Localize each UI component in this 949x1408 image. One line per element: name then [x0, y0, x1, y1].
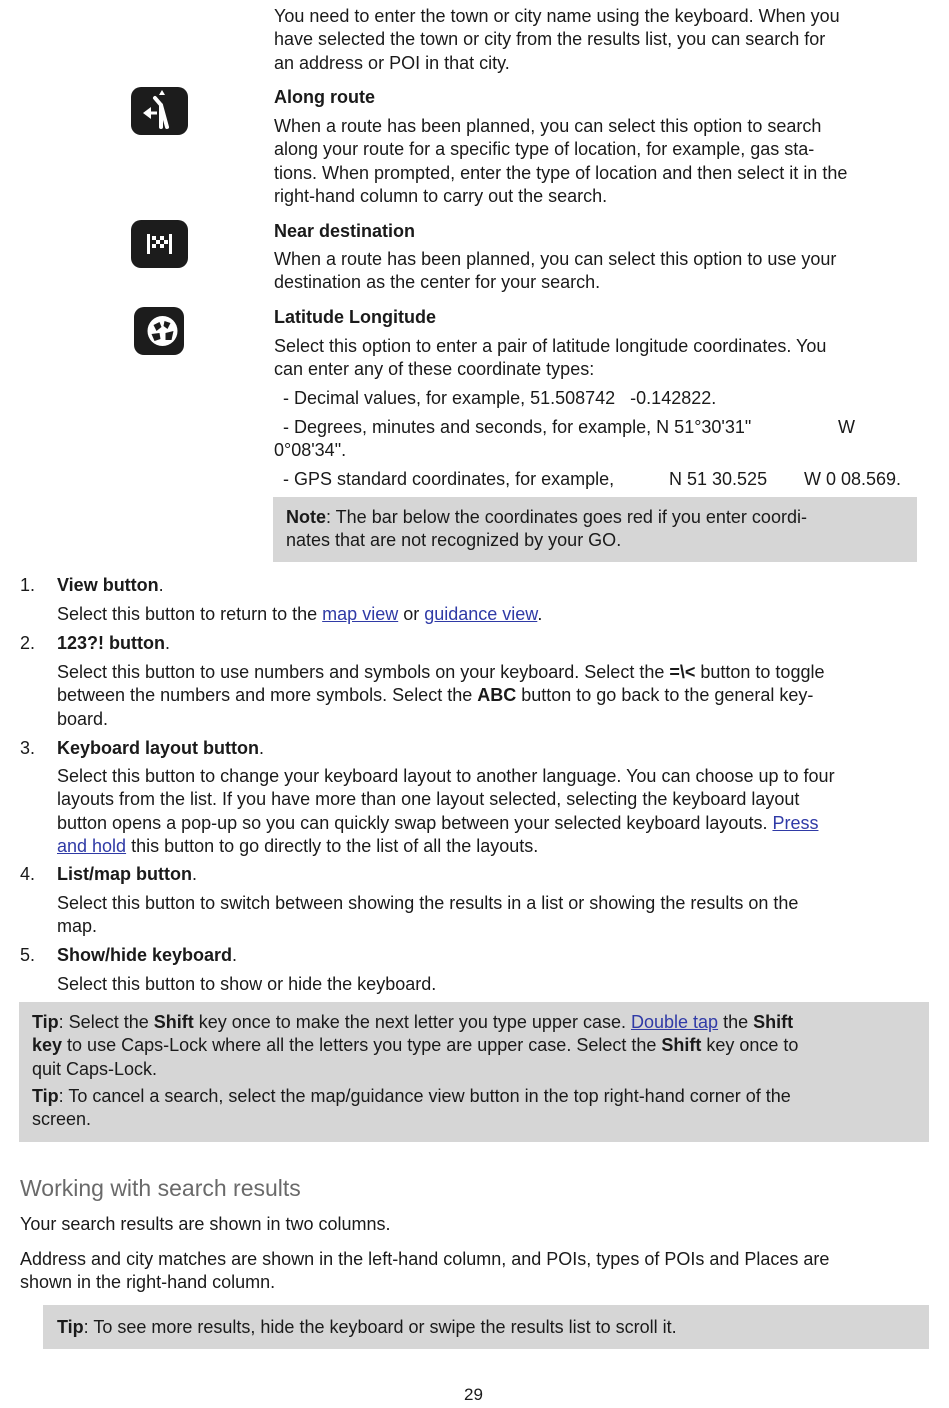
coord-gps: - GPS standard coordinates, for example, [283, 469, 615, 489]
item-title-text: Show/hide keyboard [57, 945, 233, 965]
tip-label: Tip [32, 1012, 59, 1032]
intro-text [274, 5, 840, 75]
text-line: along your route for a specific type of location, for example, gas sta- [274, 139, 815, 160]
item-desc [57, 603, 542, 626]
text: layouts from the list. If you have more than one layout selected, selecting the keyboard layout [57, 789, 800, 810]
punct: . [165, 633, 171, 653]
text: button to toggle [695, 662, 825, 682]
note-line: : The bar below the coordinates goes red if you enter coordi- [326, 507, 807, 527]
punct: . [259, 738, 265, 758]
text-line: Select this option to enter a pair of latitude longitude coordinates. You [274, 336, 827, 356]
symbol-key-label: =\< [669, 662, 696, 682]
item-title [57, 863, 197, 886]
press-hold-link-cont[interactable]: and hold [57, 835, 127, 856]
coord-gps-w: W 0 08.569. [804, 469, 902, 489]
item-number: 1. [20, 575, 36, 595]
text-line: right-hand column to carry out the search. [274, 185, 608, 206]
text: Select this button to change your keyboard layout to another language. You can choose up to four [57, 766, 835, 786]
text: screen. [32, 1109, 92, 1130]
tip-label: Tip [32, 1086, 59, 1106]
text: to use Caps-Lock where all the letters you type are upper case. Select the [62, 1035, 662, 1056]
coord-dms-2: 0°08'34". [274, 440, 347, 460]
section-paragraph [20, 1248, 829, 1295]
tip-cancel-text [32, 1085, 791, 1132]
item-desc [57, 661, 824, 731]
intro-line: You need to enter the town or city name using the keyboard. When you [274, 6, 840, 26]
text: quit Caps-Lock. [32, 1058, 158, 1079]
coord-dms: - Degrees, minutes and seconds, for example, N 51°30'31" [283, 417, 752, 437]
intro-line: have selected the town or city from the results list, you can search for [274, 29, 826, 50]
near-destination-text [274, 248, 836, 295]
item-title [57, 632, 170, 655]
page-number: 29 [464, 1385, 483, 1404]
text: shown in the right-hand column. [20, 1272, 276, 1293]
coord-decimal: - Decimal values, for example, 51.508742 -0.142822. [283, 388, 717, 408]
text: or [398, 604, 425, 624]
text: Select this button to use numbers and symbols on your keyboard. Select the [57, 662, 670, 682]
double-tap-link[interactable]: Double tap [630, 1012, 719, 1032]
destination-flag-icon [131, 220, 188, 268]
text: the [718, 1012, 754, 1032]
text-line: can enter any of these coordinate types: [274, 359, 595, 380]
text: : To see more results, hide the keyboard or swipe the results list to scroll it. [83, 1317, 677, 1337]
item-title [57, 737, 264, 760]
coord-dms-w: W [838, 417, 855, 437]
along-route-title: Along route [274, 87, 375, 107]
punct: . [158, 575, 164, 595]
item-title [57, 944, 237, 967]
text: Select this button to return to the [57, 604, 323, 624]
along-route-text [274, 115, 847, 208]
lat-long-title: Latitude Longitude [274, 307, 436, 327]
text: Address and city matches are shown in the left-hand column, and POIs, types of POIs and Places are [20, 1249, 830, 1269]
text: . [537, 604, 543, 624]
tip-results-text [57, 1316, 677, 1339]
item-number: 4. [20, 864, 36, 884]
note-text [286, 506, 807, 553]
near-destination-title: Near destination [274, 221, 416, 241]
coord-gps-n: N 51 30.525 [669, 469, 768, 489]
text: Select this button to switch between showing the results in a list or showing the results on the [57, 893, 799, 913]
text-line: When a route has been planned, you can select this option to search [274, 116, 822, 136]
shift-key-label: Shift [661, 1035, 702, 1056]
shift-key-label: Shift [753, 1012, 794, 1032]
map-view-link[interactable]: map view [322, 604, 399, 624]
section-heading: Working with search results [20, 1175, 301, 1201]
text: : Select the [58, 1012, 154, 1032]
shift-key-label: Shift [153, 1012, 194, 1032]
text-line: When a route has been planned, you can select this option to use your [274, 249, 837, 269]
note-line: nates that are not recognized by your GO. [286, 530, 622, 551]
item-desc [57, 892, 798, 939]
punct: . [232, 945, 238, 965]
lat-long-text [274, 335, 826, 382]
tip-label: Tip [57, 1317, 84, 1337]
item-title-text: 123?! button [57, 633, 165, 653]
press-hold-link[interactable]: Press [772, 812, 819, 833]
note-label: Note [286, 507, 326, 527]
key-label: key [32, 1035, 63, 1056]
text-line: tions. When prompted, enter the type of location and then select it in the [274, 162, 848, 183]
tip-shift-text [32, 1011, 798, 1081]
text: key once to [701, 1035, 799, 1056]
text: : To cancel a search, select the map/guidance view button in the top right-hand corner of the [58, 1086, 791, 1106]
text: this button to go directly to the list of all the layouts. [126, 835, 539, 856]
item-title-text: View button [57, 575, 159, 595]
item-title-text: Keyboard layout button [57, 738, 259, 758]
intro-line: an address or POI in that city. [274, 52, 510, 73]
text: button to go back to the general key- [516, 685, 814, 706]
item-number: 3. [20, 738, 36, 758]
globe-icon [134, 307, 184, 355]
text: key once to make the next letter you type upper case. [193, 1012, 631, 1032]
text: board. [57, 708, 109, 729]
item-title [57, 574, 164, 597]
item-number: 5. [20, 945, 36, 965]
text: between the numbers and more symbols. Select the [57, 685, 478, 706]
section-paragraph: Your search results are shown in two columns. [20, 1214, 391, 1234]
punct: . [191, 864, 197, 884]
text-line: destination as the center for your search. [274, 272, 601, 293]
guidance-view-link[interactable]: guidance view [424, 604, 538, 624]
item-desc [57, 765, 835, 858]
item-desc: Select this button to show or hide the keyboard. [57, 974, 437, 994]
item-number: 2. [20, 633, 36, 653]
item-title-text: List/map button [57, 864, 192, 884]
along-route-icon [131, 87, 188, 135]
text: map. [57, 916, 98, 937]
text: button opens a pop-up so you can quickly swap between your selected keyboard layouts. [57, 812, 773, 833]
abc-key-label: ABC [477, 685, 517, 706]
